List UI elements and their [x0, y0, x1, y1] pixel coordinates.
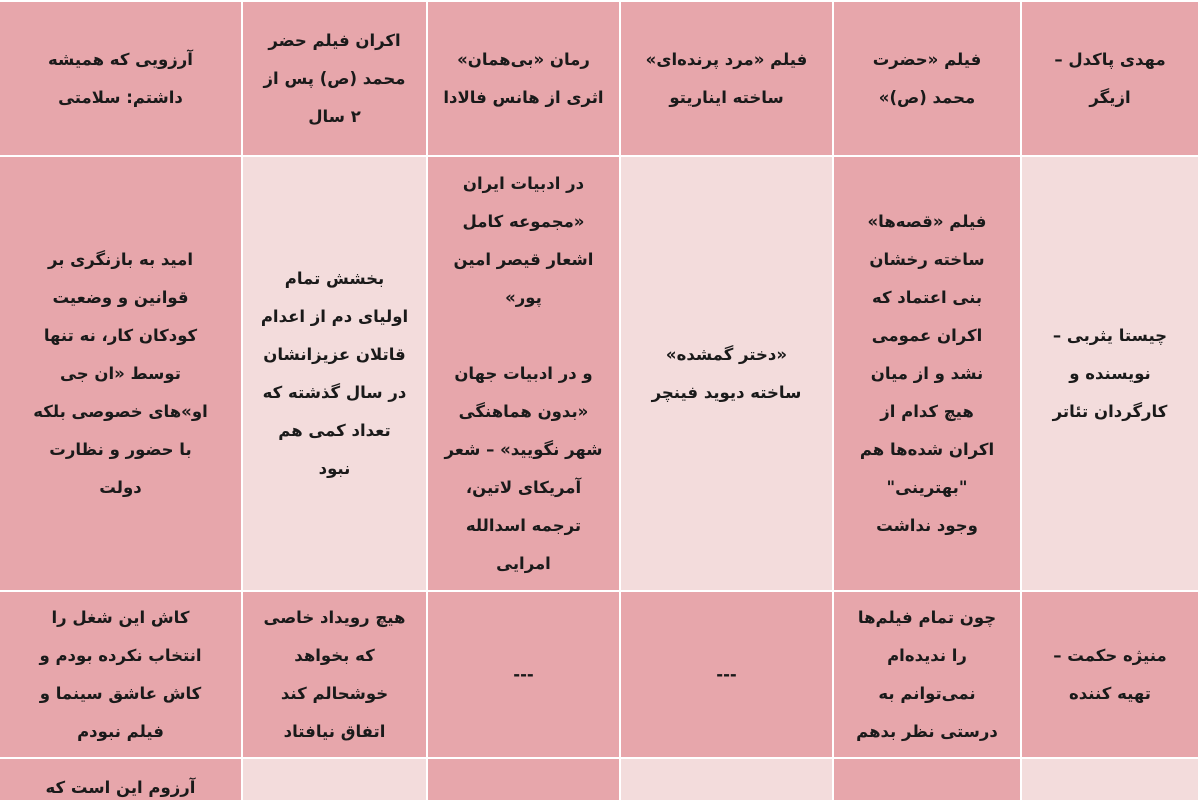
best-film-world-cell — [620, 591, 833, 758]
cell-text: آرزوم این است که — [45, 778, 196, 797]
best-book-cell — [427, 758, 620, 800]
wish-cell — [0, 758, 242, 800]
happiest-event-cell — [242, 591, 427, 758]
cell-text: مهدی پاکدل – ازیگر — [1054, 49, 1166, 107]
person-cell — [1021, 758, 1199, 800]
table-row — [0, 591, 1199, 758]
cell-text: هیچ رویداد خاصی که بخواهد خوشحالم کند اتفاق نیافتاد — [263, 607, 406, 741]
cell-text: اکران فیلم حضر محمد (ص) پس از ۲ سال — [263, 30, 406, 126]
best-film-world-cell — [620, 1, 833, 156]
cell-text: در ادبیات ایران «مجموعه کامل اشعار قیصر امین پور» و در ادبیات جهان «بدون هماهنگی شهر نگویید» – شعر آمریکای لاتین، ترجمه اسدالله امرایی — [444, 173, 603, 573]
best-book-cell — [427, 1, 620, 156]
cell-text: «دختر گمشده» ساخته دیوید فینچر — [651, 344, 802, 402]
table-row — [0, 156, 1199, 591]
cell-text: کاش این شغل را انتخاب نکرده بودم و کاش عاشق سینما و فیلم نبودم — [39, 607, 202, 741]
person-cell — [1021, 156, 1199, 591]
best-film-iran-cell — [833, 758, 1021, 800]
table-row — [0, 758, 1199, 800]
person-cell — [1021, 1, 1199, 156]
wish-cell — [0, 156, 242, 591]
happiest-event-cell — [242, 1, 427, 156]
happiest-event-cell — [242, 758, 427, 800]
cell-text: چون تمام فیلم‌ها را ندیده‌ام نمی‌توانم به درستی نظر بدهم — [856, 607, 998, 741]
person-cell — [1021, 591, 1199, 758]
best-film-iran-cell — [833, 1, 1021, 156]
best-film-iran-cell — [833, 591, 1021, 758]
table-row — [0, 1, 1199, 156]
cell-text: آرزویی که همیشه داشتم: سلامتی — [48, 49, 193, 107]
cell-text: امید به بازنگری بر قوانین و وضعیت کودکان کار، نه تنها توسط «ان جی او»های خصوصی بلکه با حضور و نظارت دولت — [33, 249, 208, 497]
best-book-cell — [427, 591, 620, 758]
best-film-world-cell — [620, 758, 833, 800]
best-film-world-cell — [620, 156, 833, 591]
happiest-event-cell — [242, 156, 427, 591]
wish-cell — [0, 1, 242, 156]
cell-text: فیلم «مرد پرنده‌ای» ساخته ایناریتو — [645, 49, 808, 107]
cell-text: بخشش تمام اولیای دم از اعدام قاتلان عزیزانشان در سال گذشته که تعداد کمی هم نبود — [260, 268, 409, 478]
cell-text: رمان «بی‌همان» اثری از هانس فالادا — [443, 49, 604, 107]
cell-text: فیلم «قصه‌ها» ساخته رخشان بنی اعتماد که اکران عمومی نشد و از میان هیچ کدام از اکران شده‌ها هم "بهترینی" وجود نداشت — [859, 211, 995, 535]
wish-cell — [0, 591, 242, 758]
best-film-iran-cell — [833, 156, 1021, 591]
cell-text: --- — [716, 664, 737, 684]
cell-text: فیلم «حضرت محمد (ص)» — [872, 49, 982, 107]
cell-text: چیستا یثربی – نویسنده و کارگردان تئاتر — [1052, 325, 1168, 421]
cell-text: منیژه حکمت – تهیه کننده — [1053, 645, 1167, 703]
cell-text: --- — [513, 664, 534, 684]
best-book-cell — [427, 156, 620, 591]
